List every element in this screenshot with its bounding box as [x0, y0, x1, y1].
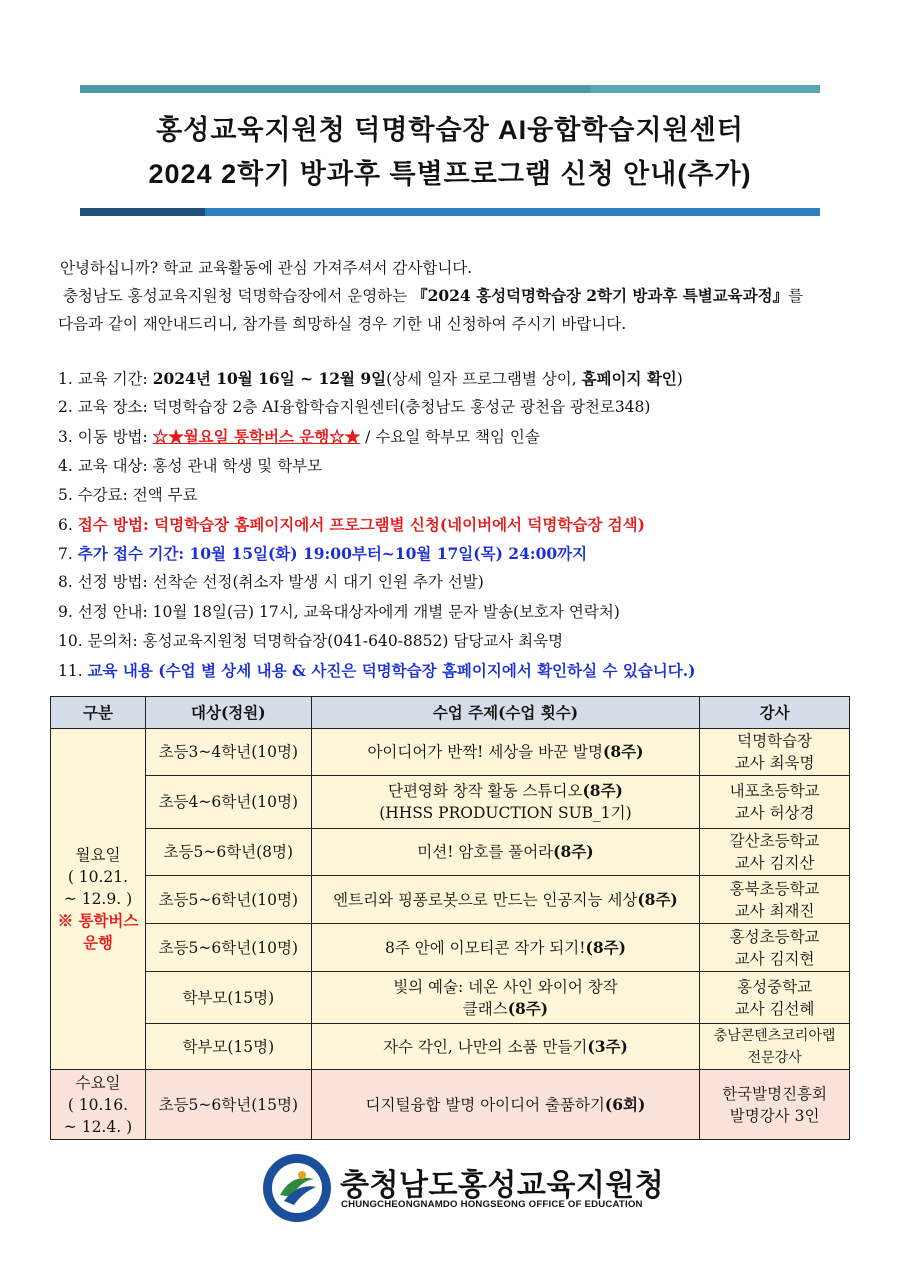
- title-line-2: 2024 2학기 방과후 특별프로그램 신청 안내(추가): [148, 159, 752, 189]
- table-row: [51, 1024, 850, 1070]
- intro-line-1: 안녕하십니까? 학교 교육활동에 관심 가져주셔서 감사합니다.: [60, 259, 473, 277]
- intro-paragraph: [58, 254, 858, 338]
- target-cell: 초등3~4학년(10명): [145, 729, 311, 776]
- topic-cell: 빛의 예술: 네온 사인 와이어 창작 클래스(8주): [311, 972, 700, 1024]
- info-item-extra-period: 7. 추가 접수 기간: 10월 15일(화) 19:00부터~10월 17일(목) 24:00까지: [58, 544, 588, 564]
- target-cell: 초등5~6학년(15명): [145, 1070, 311, 1140]
- header-target: 대상(정원): [145, 697, 311, 729]
- target-cell: 초등5~6학년(8명): [145, 829, 311, 876]
- header-topic: 수업 주제(수업 횟수): [311, 697, 700, 729]
- table-row: [51, 876, 850, 924]
- table-row: [51, 776, 850, 829]
- topic-cell: 디지털융합 발명 아이디어 출품하기(6회): [311, 1070, 700, 1140]
- target-cell: 학부모(15명): [145, 972, 311, 1024]
- topic-cell: 엔트리와 핑퐁로봇으로 만드는 인공지능 세상(8주): [311, 876, 700, 924]
- teacher-cell: 내포초등학교 교사 허상경: [700, 776, 850, 829]
- info-item-target: 4. 교육 대상: 홍성 관내 학생 및 학부모: [58, 456, 323, 475]
- info-item-fee: 5. 수강료: 전액 무료: [58, 485, 198, 504]
- header-teacher: 강사: [700, 697, 850, 729]
- header-category: 구분: [51, 697, 146, 729]
- info-item-notice: 9. 선정 안내: 10월 18일(금) 17시, 교육대상자에게 개별 문자 발송(보호자 연락처): [58, 602, 620, 621]
- program-name: 『2024 홍성덕명학습장 2학기 방과후 특별교육과정』: [412, 286, 789, 305]
- table-row: [51, 924, 850, 972]
- topic-cell: 아이디어가 반짝! 세상을 바꾼 발명(8주): [311, 729, 700, 776]
- wednesday-category-cell: 수요일 ( 10.16. ~ 12.4. ): [51, 1070, 146, 1140]
- monday-category-cell: 월요일 ( 10.21. ~ 12.9. ) ※ 통학버스 운행: [51, 729, 146, 1070]
- target-cell: 초등4~6학년(10명): [145, 776, 311, 829]
- intro-text-end: 를: [788, 287, 804, 305]
- info-item-contact: 10. 문의처: 홍성교육지원청 덕명학습장(041-640-8852) 담당교사 최욱명: [58, 631, 564, 650]
- info-item-transport: 3. 이동 방법: ☆★월요일 통학버스 운행☆★ / 수요일 학부모 책임 인솔: [58, 427, 540, 447]
- teacher-cell: 갈산초등학교 교사 김지산: [700, 829, 850, 876]
- table-row: [51, 972, 850, 1024]
- table-row: [51, 729, 850, 776]
- info-item-period: 1. 교육 기간: 2024년 10월 16일 ~ 12월 9일(상세 일자 프로그램별 상이, 홈페이지 확인): [58, 369, 683, 388]
- bus-label: ※ 통학버스: [57, 911, 139, 930]
- topic-cell: 8주 안에 이모티콘 작가 되기!(8주): [311, 924, 700, 972]
- info-list: [58, 364, 858, 685]
- teacher-cell: 덕명학습장 교사 최욱명: [700, 729, 850, 776]
- target-cell: 학부모(15명): [145, 1024, 311, 1070]
- intro-text: 충청남도 홍성교육지원청 덕명학습장에서 운영하는: [62, 287, 413, 305]
- education-office-seal-icon: [262, 1153, 332, 1223]
- teacher-cell: 홍성중학교 교사 김선혜: [700, 972, 850, 1024]
- topic-cell: 미션! 암호를 풀어라(8주): [311, 829, 700, 876]
- teacher-cell: 충남콘텐츠코리아랩 전문강사: [700, 1024, 850, 1070]
- program-table: [50, 696, 850, 1140]
- topic-cell: 단편영화 창작 활동 스튜디오(8주) (HHSS PRODUCTION SUB_1기): [311, 776, 700, 829]
- teacher-cell: 홍북초등학교 교사 최재진: [700, 876, 850, 924]
- info-item-place: 2. 교육 장소: 덕명학습장 2층 AI융합학습지원센터(충청남도 홍성군 광천읍 광천로348): [58, 398, 651, 417]
- info-item-apply: 6. 접수 방법: 덕명학습장 홈페이지에서 프로그램별 신청(네이버에서 덕명학습장 검색): [58, 514, 645, 534]
- info-item-selection: 8. 선정 방법: 선착순 선정(취소자 발생 시 대기 인원 추가 선발): [58, 573, 484, 592]
- info-item-content: 11. 교육 내용 (수업 별 상세 내용 & 사진은 덕명학습장 홈페이지에서 확인하실 수 있습니다.): [58, 660, 696, 680]
- organization-name-english: CHUNGCHEONGNAMDO HONGSEONG OFFICE OF EDUCATION: [341, 1199, 643, 1210]
- target-cell: 초등5~6학년(10명): [145, 876, 311, 924]
- target-cell: 초등5~6학년(10명): [145, 924, 311, 972]
- top-decorative-bar: [80, 85, 820, 93]
- intro-line-2: [58, 282, 858, 310]
- table-header-row: [51, 697, 850, 729]
- topic-cell: 자수 각인, 나만의 소품 만들기(3주): [311, 1024, 700, 1070]
- teacher-cell: 한국발명진흥회 발명강사 3인: [700, 1070, 850, 1140]
- title-line-1: 홍성교육지원청 덕명학습장 AI융합학습지원센터: [156, 115, 744, 145]
- teacher-cell: 홍성초등학교 교사 김지현: [700, 924, 850, 972]
- table-row: [51, 1070, 850, 1140]
- bus-notice: ☆★월요일 통학버스 운행☆★: [152, 427, 361, 447]
- organization-name: 충청남도홍성교육지원청: [340, 1169, 665, 1202]
- table-row: [51, 829, 850, 876]
- intro-line-3: 다음과 같이 재안내드리니, 참가를 희망하실 경우 기한 내 신청하여 주시기 바랍니다.: [58, 315, 627, 333]
- bottom-decorative-bar: [80, 208, 820, 216]
